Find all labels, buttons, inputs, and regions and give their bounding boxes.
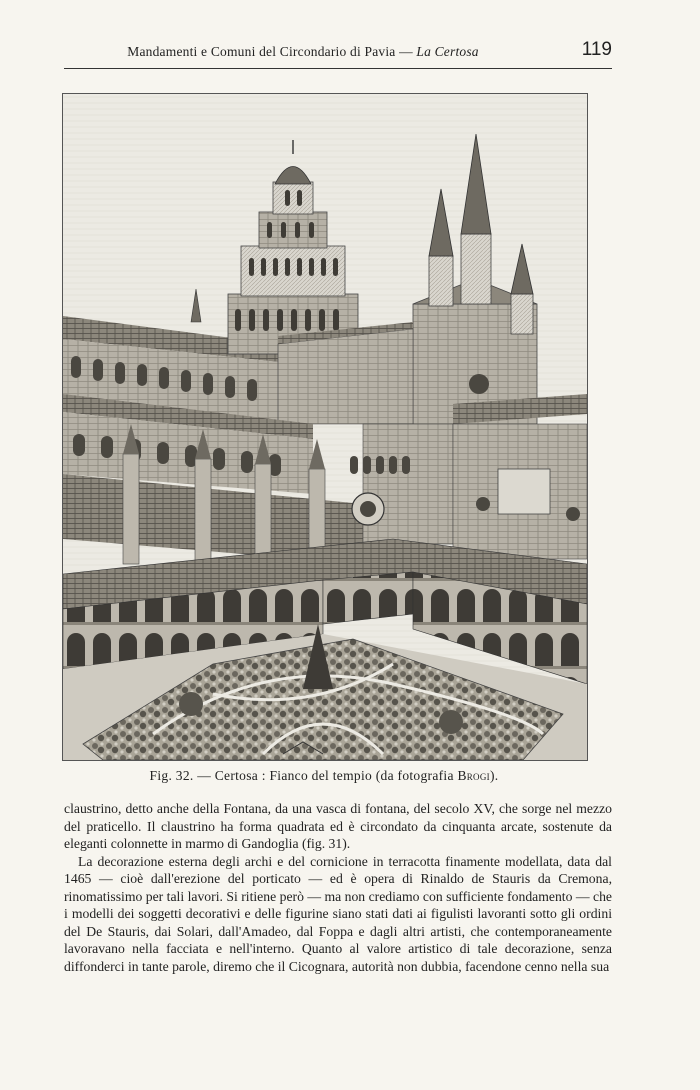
running-title-text: Mandamenti e Comuni del Circondario di Pavia — xyxy=(127,44,413,59)
paragraph: claustrino, detto anche della Fontana, da una vasca di fontana, del secolo XV, che sorge nel mezzo del praticello. Il claustrino ha forma quadrata ed è circondato da cinquanta arcate, sostenute da eleganti colonnette in marmo di Gandoglia (fig. 31). xyxy=(64,801,612,851)
running-title-italic: La Certosa xyxy=(416,44,479,59)
running-title xyxy=(64,44,542,60)
running-header xyxy=(64,38,612,69)
body-text xyxy=(64,800,612,975)
paragraph: La decorazione esterna degli archi e del cornicione in terracotta finamente modellata, data dal 1465 — cioè dall'erezione del porticato — ed è opera di Rinaldo de Stauris da Cremona, rinomatissimo per tali lavori. Si ritiene però — ma non crediamo con sufficiente fondamento — che i modelli dei soggetti decorativi e delle figurine siano stati dati ai figulisti lavoranti sotto gli ordini del De Stauris, dai Solari, dall'Amadeo, dal Foppa e dagli altri artisti, che contemporaneamente lavoravano nella facciata e nell'interno. Quanto al valore artistico di tale decorazione, senza diffonderci in tante parole, diremo che il Cicognara, autorità non dubbia, facendone cenno nella sua xyxy=(64,853,612,974)
certosa-cloister-engraving xyxy=(63,94,587,760)
figure-caption xyxy=(62,768,586,784)
caption-suffix: ). xyxy=(489,768,499,783)
caption-text: Fig. 32. — Certosa : Fianco del tempio (da fotografia xyxy=(149,768,454,783)
page-number: 119 xyxy=(581,39,612,60)
engraving-illustration xyxy=(62,93,588,761)
caption-photographer: Brogi xyxy=(457,768,490,783)
